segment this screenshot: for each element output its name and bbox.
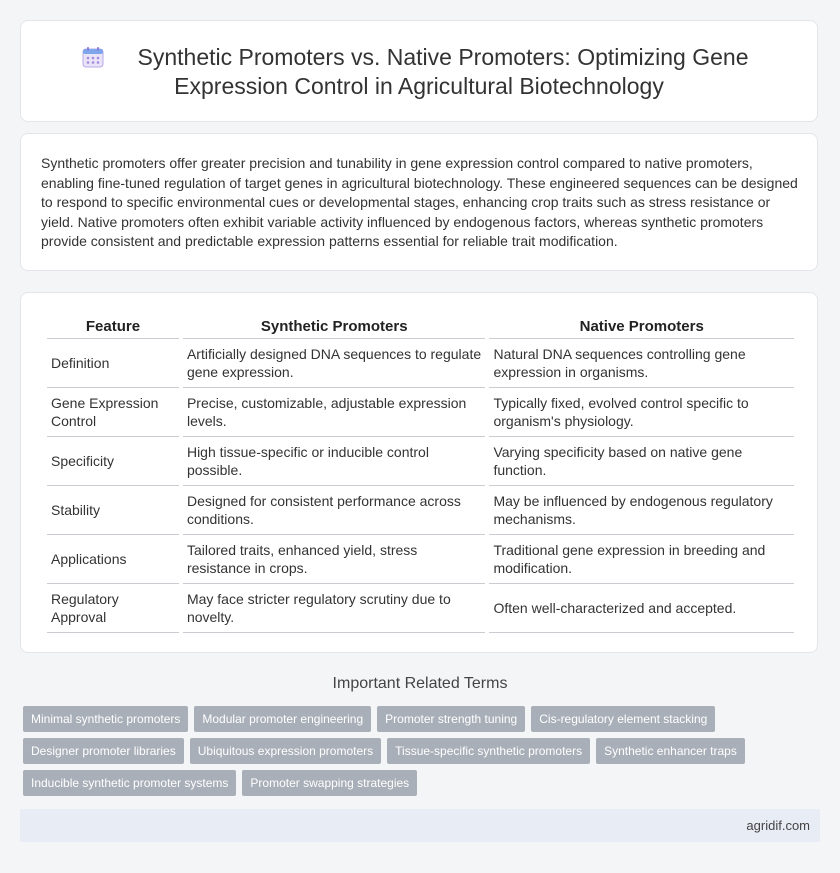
table-row (47, 535, 794, 584)
footer (20, 809, 820, 842)
table-row (47, 486, 794, 535)
summary-card (20, 133, 818, 271)
related-term-tag[interactable]: Inducible synthetic promoter systems (23, 770, 236, 796)
feature-cell: Stability (47, 486, 179, 535)
header-feature: Feature (47, 315, 179, 339)
feature-cell: Gene Expression Control (47, 388, 179, 437)
synthetic-cell: High tissue-specific or inducible control possible. (183, 437, 486, 486)
native-cell: Traditional gene expression in breeding and modification. (489, 535, 794, 584)
related-term-tag[interactable]: Minimal synthetic promoters (23, 706, 188, 732)
title-card (20, 20, 818, 122)
native-cell: Often well-characterized and accepted. (489, 584, 794, 633)
table-row (47, 437, 794, 486)
table-row (47, 388, 794, 437)
native-cell: Natural DNA sequences controlling gene expression in organisms. (489, 339, 794, 388)
feature-cell: Definition (47, 339, 179, 388)
comparison-table (43, 315, 798, 633)
related-term-tag[interactable]: Promoter swapping strategies (242, 770, 417, 796)
native-cell: Varying specificity based on native gene function. (489, 437, 794, 486)
feature-cell: Applications (47, 535, 179, 584)
related-term-tag[interactable]: Tissue-specific synthetic promoters (387, 738, 590, 764)
related-term-tag[interactable]: Cis-regulatory element stacking (531, 706, 715, 732)
page-title (21, 43, 817, 101)
footer-site-link[interactable]: agridif.com (746, 818, 810, 833)
related-term-tag[interactable]: Designer promoter libraries (23, 738, 184, 764)
synthetic-cell: Designed for consistent performance across conditions. (183, 486, 486, 535)
table-row (47, 584, 794, 633)
synthetic-cell: Artificially designed DNA sequences to regulate gene expression. (183, 339, 486, 388)
table-header-row (47, 315, 794, 339)
page-title-line1: Synthetic Promoters vs. Native Promoters: Optimizing Gene (137, 44, 749, 70)
summary-text: Synthetic promoters offer greater precision and tunability in gene expression control compared to native promoters, enabling fine-tuned regulation of target genes in agricultural biotechnology. These engineered sequences can be designed to respond to specific environmental cues or developmental stages, enhancing crop traits such as stress resistance or yield. Native promoters often exhibit variable activity influenced by endogenous factors, whereas synthetic promoters provide consistent and predictable expression patterns essential for reliable trait modification. (41, 155, 798, 249)
native-cell: May be influenced by endogenous regulatory mechanisms. (489, 486, 794, 535)
table-row (47, 339, 794, 388)
related-term-tag[interactable]: Ubiquitous expression promoters (190, 738, 381, 764)
synthetic-cell: Tailored traits, enhanced yield, stress resistance in crops. (183, 535, 486, 584)
feature-cell: Regulatory Approval (47, 584, 179, 633)
synthetic-cell: May face stricter regulatory scrutiny due to novelty. (183, 584, 486, 633)
header-synthetic: Synthetic Promoters (183, 315, 486, 339)
related-term-tag[interactable]: Synthetic enhancer traps (596, 738, 745, 764)
comparison-table-card (20, 292, 818, 653)
related-terms-heading: Important Related Terms (332, 675, 508, 692)
page-title-line2: Expression Control in Agricultural Biotechnology (174, 73, 664, 99)
related-terms-list (23, 706, 803, 796)
related-term-tag[interactable]: Modular promoter engineering (194, 706, 371, 732)
header-native: Native Promoters (489, 315, 794, 339)
synthetic-cell: Precise, customizable, adjustable expression levels. (183, 388, 486, 437)
related-term-tag[interactable]: Promoter strength tuning (377, 706, 525, 732)
native-cell: Typically fixed, evolved control specific to organism's physiology. (489, 388, 794, 437)
feature-cell: Specificity (47, 437, 179, 486)
